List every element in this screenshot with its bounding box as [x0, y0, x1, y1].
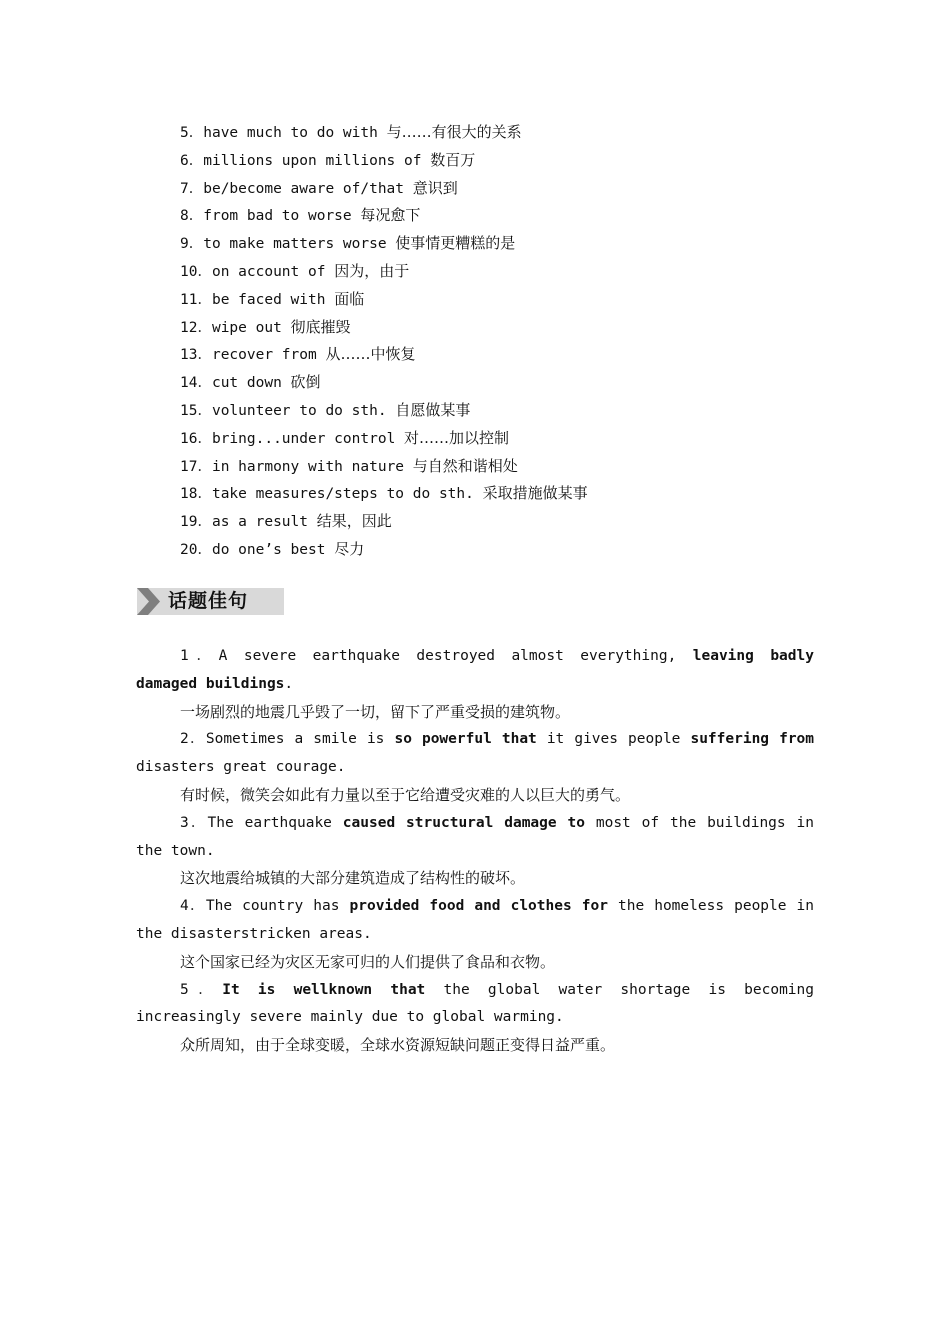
- phrase-number: 6．: [180, 152, 204, 169]
- sentence-english: 5．It is wellknown that the global water shortage is becoming increasingly severe mainly due to global warming.: [136, 981, 814, 1026]
- phrase-number: 14．: [180, 375, 212, 392]
- phrase-number: 18．: [180, 486, 212, 503]
- phrase-english: on account of: [211, 263, 326, 280]
- phrase-number: 19．: [180, 514, 212, 531]
- section-arrow-icon: [137, 588, 163, 615]
- phrase-item: [180, 175, 820, 203]
- key-phrase: suffering from: [690, 731, 815, 748]
- phrase-english: in harmony with nature: [211, 458, 405, 475]
- phrase-chinese: 自愿做某事: [395, 400, 471, 419]
- phrase-chinese: 彻底摧毁: [290, 317, 351, 336]
- phrase-number: 20．: [180, 541, 212, 558]
- sentence-chinese: 众所周知，由于全球变暖，全球水资源短缺问题正变得日益严重。: [180, 1036, 616, 1055]
- phrase-chinese: 结果，因此: [316, 512, 392, 531]
- phrase-item: [180, 230, 820, 258]
- phrase-item: [180, 314, 820, 342]
- key-phrase: so powerful that: [394, 731, 537, 748]
- phrase-english: have much to do with: [203, 125, 378, 141]
- sentence-chinese: 这次地震给城镇的大部分建筑造成了结构性的破坏。: [180, 869, 526, 888]
- phrase-english: take measures/steps to do sth.: [211, 486, 474, 503]
- phrase-item: [180, 119, 820, 147]
- phrase-number: 9．: [180, 236, 204, 253]
- sentence-english: 2．Sometimes a smile is so powerful that it gives people suffering from disasters great courage.: [136, 731, 815, 776]
- phrase-english: cut down: [211, 375, 282, 392]
- phrase-chinese: 尽力: [334, 539, 365, 558]
- phrase-english: volunteer to do sth.: [211, 402, 387, 419]
- phrase-chinese: 面临: [334, 289, 365, 308]
- key-phrase: caused structural damage to: [342, 814, 585, 831]
- phrase-chinese: 砍倒: [290, 373, 321, 392]
- phrase-english: recover from: [211, 347, 317, 364]
- phrase-number: 17．: [180, 458, 212, 475]
- phrase-item: [180, 258, 820, 286]
- phrase-item: [180, 453, 820, 481]
- phrase-item: [180, 202, 820, 230]
- phrase-chinese: 与……有很大的关系: [386, 123, 522, 141]
- phrase-chinese: 对……加以控制: [404, 428, 510, 447]
- section-header: [137, 588, 284, 615]
- sentence-english: 4．The country has provided food and clothes for the homeless people in the disasterstricken areas.: [136, 898, 814, 942]
- phrase-number: 5．: [180, 125, 204, 141]
- phrase-number: 13．: [180, 347, 212, 364]
- sentence-english: 1．A severe earthquake destroyed almost everything, leaving badly damaged buildings.: [136, 648, 814, 692]
- phrase-number: 16．: [180, 430, 212, 447]
- phrase-english: do one’s best: [211, 541, 326, 558]
- phrase-english: be/become aware of/that: [203, 180, 405, 197]
- phrase-number: 11．: [180, 291, 212, 308]
- phrase-chinese: 因为，由于: [334, 261, 410, 280]
- phrase-item: [180, 480, 820, 508]
- section-title: 话题佳句: [168, 590, 249, 612]
- phrase-item: [180, 508, 820, 536]
- phrase-number: 15．: [180, 402, 212, 419]
- phrase-number: 8．: [180, 208, 204, 225]
- phrase-chinese: 与自然和谐相处: [412, 456, 518, 475]
- phrase-number: 10．: [180, 263, 212, 280]
- phrase-chinese: 从……中恢复: [325, 345, 416, 364]
- sentence-chinese: 有时候，微笑会如此有力量以至于它给遭受灾难的人以巨大的勇气。: [180, 785, 631, 804]
- phrase-item: [180, 425, 820, 453]
- key-phrase: leaving badly damaged buildings: [136, 648, 814, 692]
- phrase-chinese: 使事情更糟糕的是: [395, 234, 516, 253]
- phrase-list: [180, 119, 820, 564]
- phrase-item: [180, 147, 820, 175]
- phrase-chinese: 意识到: [412, 178, 458, 197]
- sentence-english: 3．The earthquake caused structural damage to most of the buildings in the town.: [136, 814, 814, 859]
- phrase-number: 12．: [180, 319, 212, 336]
- example-sentences: [136, 643, 814, 1060]
- phrase-english: as a result: [211, 514, 308, 531]
- phrase-item: [180, 286, 820, 314]
- phrase-chinese: 采取措施做某事: [482, 484, 588, 503]
- phrase-item: [180, 397, 820, 425]
- phrase-item: [180, 369, 820, 397]
- phrase-english: wipe out: [211, 319, 282, 336]
- phrase-english: be faced with: [211, 291, 326, 308]
- phrase-chinese: 每况愈下: [360, 206, 421, 225]
- sentence-chinese: 这个国家已经为灾区无家可归的人们提供了食品和衣物。: [180, 952, 556, 971]
- phrase-item: [180, 536, 820, 564]
- phrase-chinese: 数百万: [430, 150, 476, 169]
- phrase-english: bring...under control: [211, 430, 396, 447]
- key-phrase: It is wellknown that: [222, 981, 426, 998]
- key-phrase: provided food and clothes for: [349, 898, 608, 915]
- phrase-number: 7．: [180, 180, 204, 197]
- phrase-english: from bad to worse: [203, 208, 352, 225]
- phrase-item: [180, 341, 820, 369]
- phrase-english: to make matters worse: [203, 236, 387, 253]
- sentence-chinese: 一场剧烈的地震几乎毁了一切，留下了严重受损的建筑物。: [180, 702, 571, 721]
- phrase-english: millions upon millions of: [203, 152, 422, 169]
